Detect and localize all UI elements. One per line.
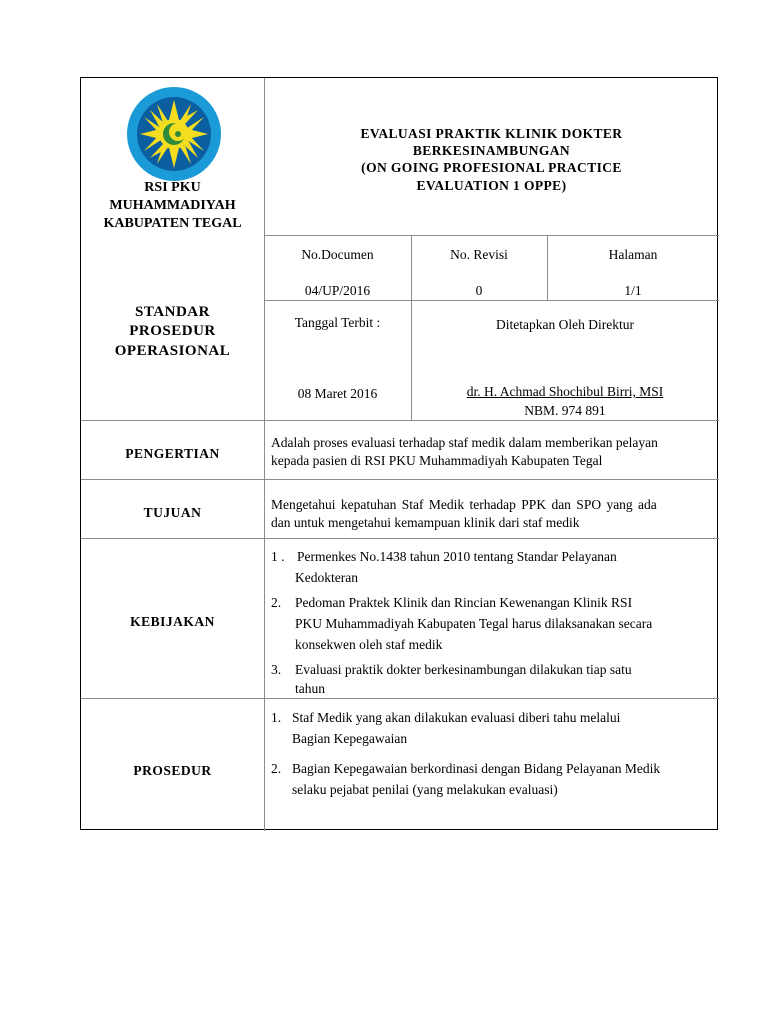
director-nbm: NBM. 974 891 [524,403,606,418]
divider-row-kebijakan [81,538,719,539]
kebijakan-item-1-line-1: Permenkes No.1438 tahun 2010 tentang Standar Pelayanan [297,549,617,564]
tujuan-text-line-2: dan untuk mengetahui kemampuan klinik dari staf medik [271,515,580,530]
sop-label-line-2: PROSEDUR [129,323,216,339]
sop-document [80,77,718,830]
kebijakan-item-2-line-1: Pedoman Praktek Klinik dan Rincian Kewenangan Klinik RSI [295,595,633,610]
kebijakan-item-3 [271,660,711,700]
prosedur-item-2 [271,759,711,799]
doc-title-line-2: BERKESINAMBUNGAN [412,143,571,158]
section-label-tujuan: TUJUAN [143,505,202,520]
org-name-line-1: RSI PKU [144,180,201,195]
org-name-line-2: MUHAMMADIYAH [109,198,236,213]
section-label-pengertian: PENGERTIAN [125,446,220,461]
divider-row-pengertian [81,420,719,421]
kebijakan-item-1-line-2: Kedokteran [295,570,358,585]
pengertian-text-line-1: Adalah proses evaluasi terhadap staf medik dalam memberikan pelayan [271,435,658,450]
prosedur-item-1-number: 1. [271,710,282,725]
prosedur-item-1-line-1: Staf Medik yang akan dilakukan evaluasi diberi tahu melalui [292,710,621,725]
prosedur-item-1 [271,708,711,748]
approved-by-label: Ditetapkan Oleh Direktur [496,317,634,332]
page-value: 1/1 [624,283,642,298]
prosedur-item-2-line-1: Bagian Kepegawaian berkordinasi dengan Bidang Pelayanan Medik [292,761,661,776]
issue-date-label: Tanggal Terbit : [294,315,381,330]
section-label-kebijakan: KEBIJAKAN [130,614,215,629]
prosedur-item-2-number: 2. [271,761,282,776]
muhammadiyah-logo-icon [126,86,222,182]
sop-label-line-1: STANDAR [135,304,210,320]
kebijakan-item-1 [271,547,711,587]
tujuan-text-line-1: Mengetahui kepatuhan Staf Medik terhadap PPK dan SPO yang ada [271,497,657,512]
pengertian-text-line-2: kepada pasien di RSI PKU Muhammadiyah Kabupaten Tegal [271,453,603,468]
kebijakan-item-3-line-1: Evaluasi praktik dokter berkesinambungan dilakukan tiap satu [295,662,632,677]
section-label-prosedur: PROSEDUR [133,763,212,778]
doc-number-value: 04/UP/2016 [304,283,371,298]
org-name-line-3: KABUPATEN TEGAL [103,216,242,231]
divider-header [264,235,719,236]
kebijakan-item-3-line-2: tahun [295,681,325,696]
revision-label: No. Revisi [450,247,508,262]
doc-title-line-3: (ON GOING PROFESIONAL PRACTICE [361,160,622,175]
divider-meta-rows [264,300,719,301]
director-name: dr. H. Achmad Shochibul Birri, MSI [466,384,664,399]
page-label: Halaman [608,247,658,262]
doc-title-line-4: EVALUATION 1 OPPE) [416,178,567,193]
kebijakan-item-2-number: 2. [271,595,282,610]
prosedur-item-2-line-2: selaku pejabat penilai (yang melakukan evaluasi) [292,782,558,797]
divider-row-tujuan [81,479,719,480]
kebijakan-item-2 [271,593,711,655]
prosedur-item-1-line-2: Bagian Kepegawaian [292,731,408,746]
doc-number-label: No.Documen [301,247,374,262]
kebijakan-item-3-number: 3. [271,662,282,677]
issue-date-value: 08 Maret 2016 [297,386,378,401]
kebijakan-item-2-line-3: konsekwen oleh staf medik [295,637,443,652]
kebijakan-item-1-number: 1 . [271,549,285,564]
kebijakan-item-2-line-2: PKU Muhammadiyah Kabupaten Tegal harus dilaksanakan secara [295,616,653,631]
sop-label-line-3: OPERASIONAL [114,343,231,359]
doc-title-line-1: EVALUASI PRAKTIK KLINIK DOKTER [360,126,623,141]
revision-value: 0 [475,283,483,298]
